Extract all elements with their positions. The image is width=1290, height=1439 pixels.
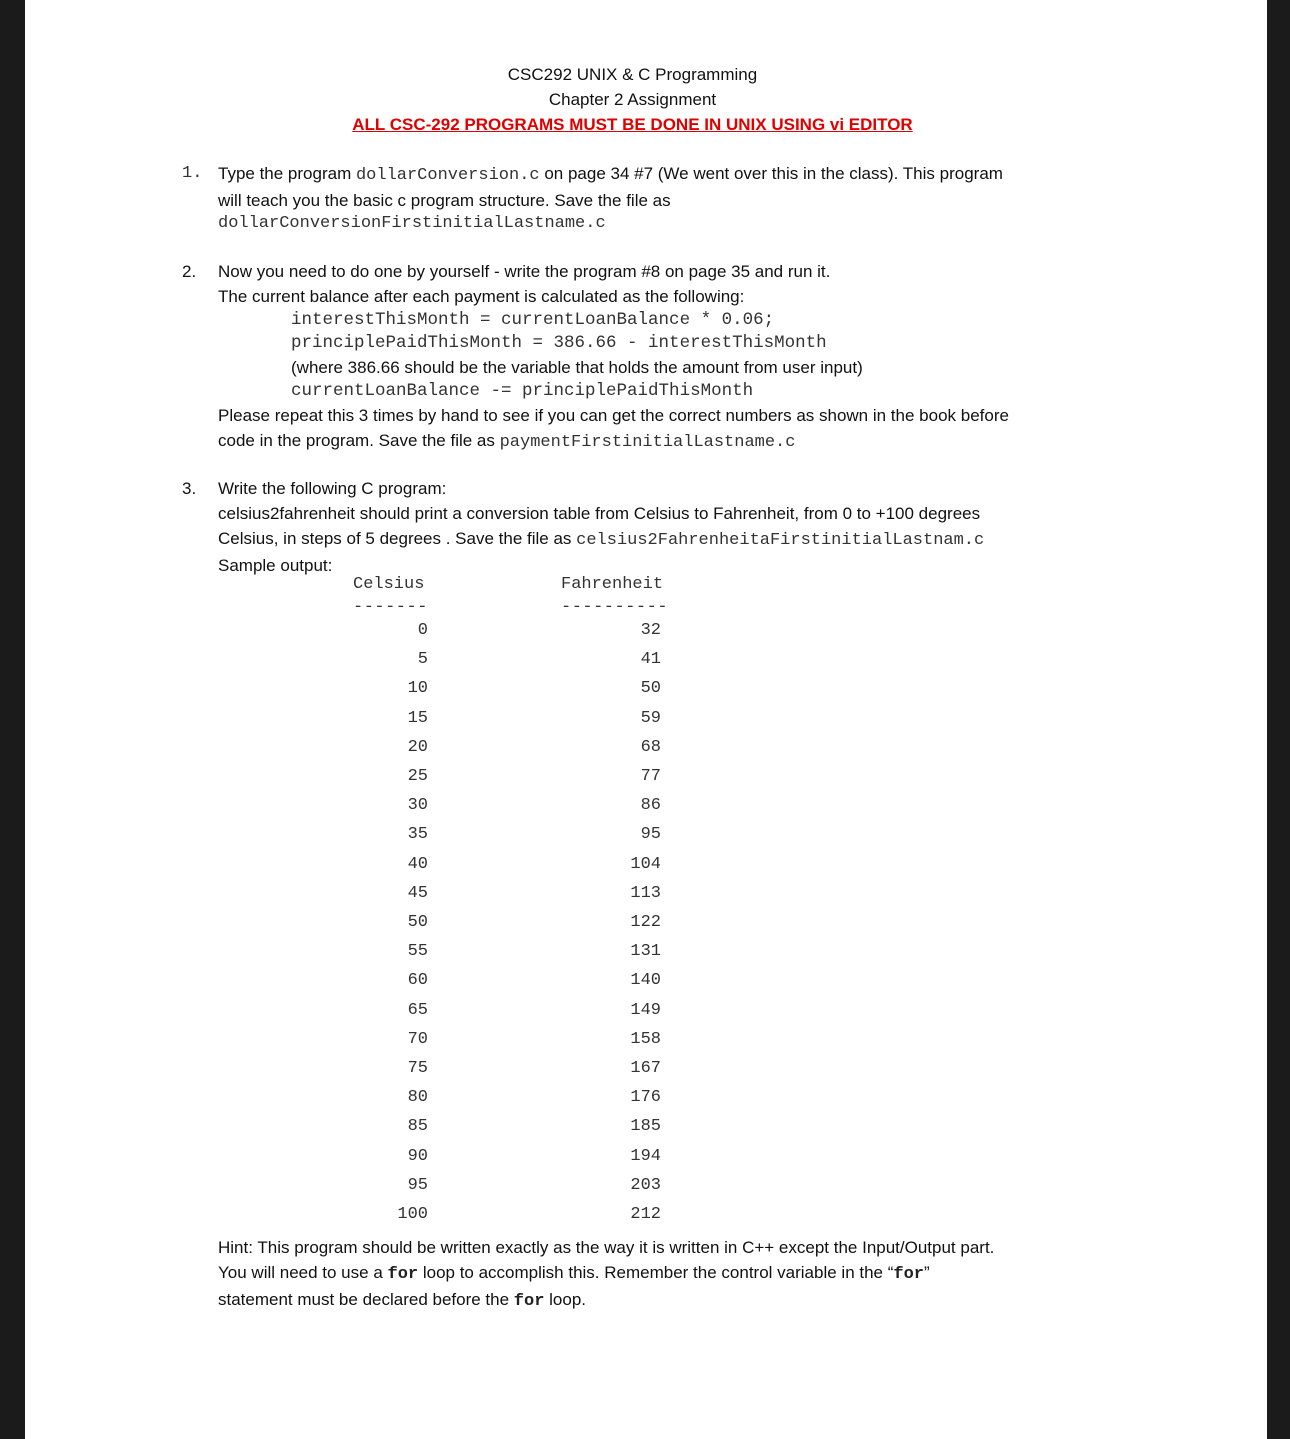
- table-row: [328, 621, 688, 650]
- column-header-celsius: Celsius: [353, 575, 425, 594]
- celsius-value: 15: [407, 708, 428, 728]
- question-1: 1. Type the program dollarConversion.c on page 34 #7 (We went over this in the class). This program will teach you the basic c program structure. Save the file as dollarConversionFirstinitialLastname.c: [218, 161, 1118, 235]
- fahrenheit-value: 194: [630, 1146, 661, 1166]
- celsius-value: 10: [407, 679, 428, 699]
- table-row: [328, 884, 688, 913]
- question-number: 1.: [182, 164, 203, 183]
- celsius-value: 50: [407, 913, 428, 932]
- note: (where 386.66 should be the variable that holds the amount from user input): [291, 358, 863, 377]
- fahrenheit-value: 68: [640, 737, 661, 757]
- celsius-value: 75: [407, 1059, 428, 1078]
- question-2: 2. Now you need to do one by yourself - write the program #8 on page 35 and run it. The current balance after each payment is calculated as the following: interestThisMonth = currentLoanBalance * 0.06; principlePaidThisMonth = 386.66 - interestThisMonth (where 386.66 should be the variable that holds the amount from user input) currentLoanBalance -= principlePaidThisMonth Please repeat this 3 times by hand to see if you can get the correct numbers as shown in the book before code in the program. Save the file as paymentFirstinitialLastname.c: [218, 259, 1118, 455]
- fahrenheit-value: 104: [630, 854, 661, 874]
- celsius-value: 20: [407, 737, 428, 757]
- course-title: CSC292 UNIX & C Programming: [507, 65, 758, 84]
- fahrenheit-value: 176: [630, 1088, 661, 1108]
- table-row: [328, 679, 688, 708]
- fahrenheit-value: 95: [640, 825, 661, 845]
- question-number: 3.: [182, 479, 197, 498]
- document-header: [0, 62, 1290, 137]
- celsius-value: 65: [407, 1000, 428, 1020]
- fahrenheit-value: 203: [630, 1175, 661, 1195]
- header-underline: ----------: [561, 598, 669, 617]
- hint-paragraph: Hint: This program should be written exactly as the way it is written in C++ except the Input/Output part. You will need to use a for loop to accomplish this. Remember the control variable in the “for” statement must be declared before the for loop.: [218, 1238, 995, 1311]
- celsius-value: 45: [407, 883, 428, 903]
- fahrenheit-value: 77: [640, 767, 661, 786]
- table-row: [328, 913, 688, 942]
- table-row: [328, 942, 688, 971]
- table-row: [328, 1176, 688, 1205]
- table-row: [328, 1059, 688, 1088]
- fahrenheit-value: 122: [630, 913, 661, 932]
- keyword-for: for: [387, 1265, 419, 1284]
- fahrenheit-value: 32: [640, 621, 661, 640]
- fahrenheit-value: 149: [630, 1000, 661, 1020]
- fahrenheit-value: 212: [630, 1205, 661, 1224]
- fahrenheit-value: 59: [640, 708, 661, 728]
- table-row: [328, 1088, 688, 1117]
- code-line: currentLoanBalance -= principlePaidThisMonth: [291, 381, 754, 401]
- celsius-value: 25: [407, 767, 428, 786]
- fahrenheit-value: 41: [640, 650, 661, 670]
- table-row: [328, 1030, 688, 1059]
- table-row: [328, 796, 688, 825]
- fahrenheit-value: 140: [630, 971, 661, 991]
- keyword-for: for: [513, 1292, 545, 1311]
- table-row: [328, 971, 688, 1000]
- table-row: [328, 1147, 688, 1176]
- column-header-fahrenheit: Fahrenheit: [561, 575, 664, 594]
- celsius-value: 85: [407, 1117, 428, 1137]
- question-3: 3. Write the following C program: celsius2fahrenheit should print a conversion table from Celsius to Fahrenheit, from 0 to +100 degrees Celsius, in steps of 5 degrees . Save the file as celsius2FahrenheitaFirstinitialLastnam.c Sample output:: [218, 476, 1118, 578]
- celsius-value: 40: [407, 854, 428, 874]
- celsius-value: 0: [417, 621, 428, 640]
- header-underline: -------: [353, 598, 428, 617]
- code-line: interestThisMonth = currentLoanBalance * 0.06;: [291, 310, 775, 330]
- fahrenheit-value: 113: [630, 883, 661, 903]
- fahrenheit-value: 158: [630, 1029, 661, 1049]
- inline-code: dollarConversionFirstinitialLastname.c: [218, 214, 606, 233]
- table-row: [328, 855, 688, 884]
- table-row: [328, 709, 688, 738]
- table-row: [328, 1205, 688, 1234]
- table-row: [328, 650, 688, 679]
- assignment-title: Chapter 2 Assignment: [548, 90, 717, 109]
- celsius-value: 80: [407, 1088, 428, 1108]
- celsius-value: 90: [407, 1146, 428, 1166]
- table-row: [328, 1117, 688, 1146]
- question-number: 2.: [182, 262, 197, 281]
- code-line: principlePaidThisMonth = 386.66 - interestThisMonth: [291, 333, 827, 353]
- warning-banner: ALL CSC-292 PROGRAMS MUST BE DONE IN UNIX USING vi EDITOR: [352, 115, 913, 134]
- fahrenheit-value: 131: [630, 942, 661, 962]
- table-row: [328, 767, 688, 796]
- fahrenheit-value: 185: [630, 1117, 661, 1137]
- celsius-value: 70: [407, 1029, 428, 1049]
- celsius-value: 35: [407, 825, 428, 845]
- celsius-value: 5: [417, 650, 428, 670]
- celsius-value: 100: [397, 1205, 428, 1224]
- table-row: [328, 825, 688, 854]
- celsius-value: 60: [407, 971, 428, 991]
- fahrenheit-value: 167: [630, 1059, 661, 1078]
- celsius-value: 30: [407, 796, 428, 816]
- inline-code: dollarConversion.c: [355, 166, 540, 185]
- table-row: [328, 1001, 688, 1030]
- fahrenheit-value: 86: [640, 796, 661, 816]
- table-row: [328, 738, 688, 767]
- fahrenheit-value: 50: [640, 679, 661, 699]
- inline-code: paymentFirstinitialLastname.c: [499, 433, 796, 452]
- celsius-value: 55: [407, 942, 428, 962]
- celsius-value: 95: [407, 1175, 428, 1195]
- inline-code: celsius2FahrenheitaFirstinitialLastnam.c: [576, 531, 985, 550]
- keyword-for: for: [893, 1265, 924, 1284]
